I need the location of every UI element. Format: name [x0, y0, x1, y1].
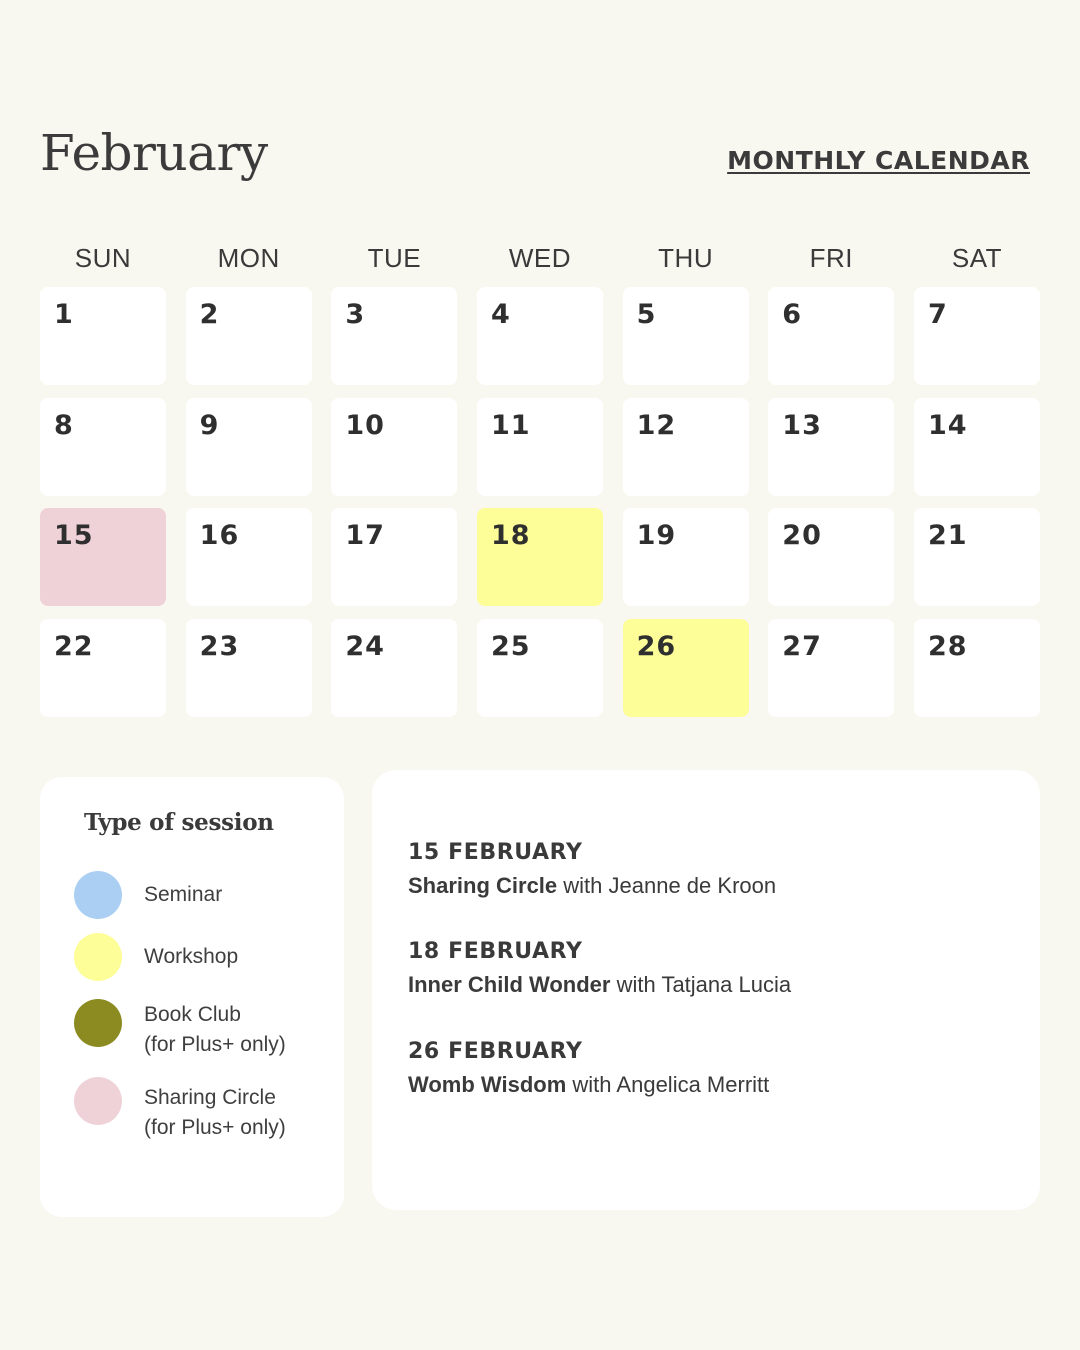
day-number: 22 — [54, 630, 94, 662]
day-number: 8 — [54, 409, 74, 441]
day-number: 11 — [490, 409, 531, 441]
day-number: 10 — [345, 409, 385, 441]
event-description — [408, 873, 776, 899]
day-number: 13 — [782, 409, 822, 441]
day-number: 3 — [345, 299, 366, 330]
weekday-sat: SAT — [951, 243, 1002, 273]
weekday-mon: MON — [217, 243, 280, 273]
day-cell-19[interactable] — [623, 508, 749, 606]
day-number: 2 — [199, 299, 220, 330]
day-cell-2[interactable] — [186, 287, 312, 385]
calendar-grid — [40, 287, 1040, 717]
sharing-circle-color-dot — [74, 1077, 122, 1125]
session-legend — [40, 777, 344, 1217]
weekday-tue: TUE — [367, 243, 422, 273]
event-host: with Angelica Merritt — [572, 1072, 770, 1097]
event-item — [408, 840, 776, 899]
day-cell-26[interactable] — [623, 619, 749, 717]
day-cell-20[interactable] — [768, 508, 894, 606]
legend-label-book-club-line1: Book Club — [144, 1003, 241, 1026]
legend-label-sharing-circle — [144, 1083, 286, 1143]
event-description — [408, 1072, 769, 1098]
day-cell-28[interactable] — [914, 619, 1040, 717]
day-cell-23[interactable] — [186, 619, 312, 717]
day-number: 26 — [636, 630, 677, 662]
workshop-color-dot — [74, 933, 122, 981]
day-cell-21[interactable] — [914, 508, 1040, 606]
legend-title: Type of session — [84, 809, 274, 836]
weekday-header-row — [40, 243, 1040, 275]
day-cell-6[interactable] — [768, 287, 894, 385]
day-cell-11[interactable] — [477, 398, 603, 496]
day-number: 20 — [782, 520, 822, 552]
event-host: with Tatjana Lucia — [616, 972, 792, 997]
day-number: 1 — [54, 299, 74, 330]
day-cell-5[interactable] — [623, 287, 749, 385]
book-club-color-dot — [74, 999, 122, 1047]
weekday-wed: WED — [508, 243, 572, 273]
day-number: 25 — [490, 630, 531, 662]
day-number: 9 — [199, 409, 220, 441]
legend-label-book-club-line2: (for Plus+ only) — [144, 1033, 286, 1056]
day-cell-13[interactable] — [768, 398, 894, 496]
day-cell-7[interactable] — [914, 287, 1040, 385]
day-cell-3[interactable] — [331, 287, 457, 385]
weekday-fri: FRI — [809, 243, 853, 273]
legend-label-sharing-circle-line1: Sharing Circle — [144, 1086, 276, 1109]
event-date: 26 FEBRUARY — [408, 1039, 583, 1064]
day-number: 14 — [927, 409, 968, 441]
legend-label-seminar: Seminar — [144, 883, 223, 906]
day-number: 15 — [54, 520, 94, 552]
day-cell-8[interactable] — [40, 398, 166, 496]
monthly-calendar-link[interactable]: MONTHLY CALENDAR — [727, 146, 1030, 175]
event-title: Sharing Circle — [408, 873, 558, 898]
day-number: 28 — [927, 630, 968, 662]
event-title: Womb Wisdom — [408, 1072, 567, 1097]
day-cell-14[interactable] — [914, 398, 1040, 496]
event-item — [408, 939, 791, 998]
event-date: 15 FEBRUARY — [408, 840, 583, 865]
event-title: Inner Child Wonder — [408, 972, 611, 997]
day-number: 27 — [782, 630, 822, 662]
day-number: 19 — [636, 520, 677, 552]
day-cell-12[interactable] — [623, 398, 749, 496]
event-date: 18 FEBRUARY — [408, 939, 583, 964]
event-item — [408, 1039, 769, 1098]
day-cell-10[interactable] — [331, 398, 457, 496]
day-number: 6 — [782, 299, 803, 330]
day-cell-27[interactable] — [768, 619, 894, 717]
day-cell-25[interactable] — [477, 619, 603, 717]
legend-label-book-club — [144, 1000, 286, 1060]
seminar-color-dot — [74, 871, 122, 919]
day-number: 18 — [490, 520, 531, 552]
event-description — [408, 972, 791, 998]
month-title: February — [40, 124, 268, 182]
weekday-thu: THU — [658, 243, 714, 273]
day-number: 24 — [345, 630, 385, 662]
day-cell-16[interactable] — [186, 508, 312, 606]
day-cell-4[interactable] — [477, 287, 603, 385]
day-number: 17 — [345, 520, 385, 552]
day-number: 23 — [199, 630, 240, 662]
day-number: 16 — [199, 520, 240, 552]
day-number: 5 — [636, 299, 657, 330]
events-panel — [372, 770, 1040, 1210]
day-cell-1[interactable] — [40, 287, 166, 385]
day-cell-9[interactable] — [186, 398, 312, 496]
day-number: 7 — [927, 299, 948, 330]
weekday-sun: SUN — [74, 243, 132, 273]
day-cell-24[interactable] — [331, 619, 457, 717]
legend-label-workshop: Workshop — [144, 945, 239, 968]
day-number: 4 — [490, 299, 511, 330]
day-cell-18[interactable] — [477, 508, 603, 606]
day-cell-15[interactable] — [40, 508, 166, 606]
event-host: with Jeanne de Kroon — [563, 873, 777, 898]
day-cell-17[interactable] — [331, 508, 457, 606]
day-number: 12 — [636, 409, 677, 441]
day-cell-22[interactable] — [40, 619, 166, 717]
day-number: 21 — [927, 520, 968, 552]
legend-label-sharing-circle-line2: (for Plus+ only) — [144, 1116, 286, 1139]
